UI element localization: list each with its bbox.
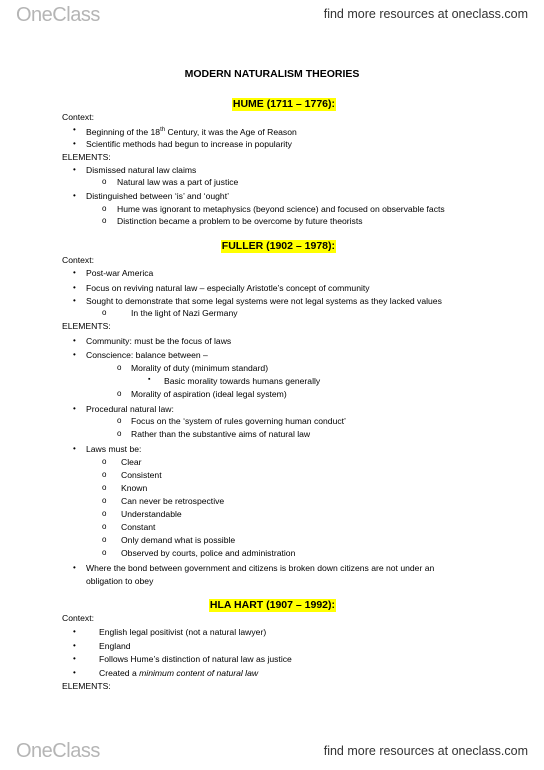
top-bar	[0, 0, 544, 30]
section-heading-hart: HLA HART (1907 – 1992):	[209, 599, 335, 611]
list-item	[86, 125, 297, 138]
bullet-icon: •	[73, 165, 76, 174]
find-resources-link[interactable]: find more resources at oneclass.com	[323, 7, 528, 21]
list-item: Procedural natural law:	[86, 404, 174, 414]
section-heading-fuller: FULLER (1902 – 1978):	[221, 240, 335, 252]
list-item: Post-war America	[86, 268, 154, 278]
sub-list-item: Known	[121, 483, 148, 493]
sub-bullet-icon: o	[117, 389, 122, 398]
bullet-icon: •	[73, 404, 76, 413]
elements-label: ELEMENTS:	[62, 681, 111, 691]
square-bullet-icon: ▪	[148, 376, 151, 383]
list-item	[99, 668, 258, 679]
oneclass-logo[interactable]	[16, 740, 100, 763]
sub-list-item: Natural law was a part of justice	[117, 177, 239, 187]
sub-bullet-icon: o	[102, 509, 107, 518]
elements-label: ELEMENTS:	[62, 321, 111, 331]
list-item: Dismissed natural law claims	[86, 165, 197, 175]
sub-list-item: Observed by courts, police and administration	[121, 548, 296, 558]
sub-bullet-icon: o	[102, 308, 107, 317]
sub-list-item: Can never be retrospective	[121, 496, 225, 506]
sub-list-item: Only demand what is possible	[121, 535, 236, 545]
sub-bullet-icon: o	[102, 522, 107, 531]
find-resources-link[interactable]: find more resources at oneclass.com	[323, 744, 528, 758]
bullet-icon: •	[73, 139, 76, 148]
bullet-icon: •	[73, 283, 76, 292]
logo-text: OneClass	[16, 4, 100, 26]
sub-list-item: Rather than the substantive aims of natural law	[131, 429, 311, 439]
list-item: Scientific methods had begun to increase in popularity	[86, 139, 292, 149]
oneclass-logo[interactable]	[16, 4, 100, 27]
page-title: MODERN NATURALISM THEORIES	[184, 68, 360, 80]
bullet-icon: •	[73, 191, 76, 200]
list-item: Focus on reviving natural law – especially Aristotle’s concept of community	[86, 283, 370, 293]
sub-bullet-icon: o	[102, 535, 107, 544]
sub-list-item: Constant	[121, 522, 156, 532]
sub-list-item: Consistent	[121, 470, 162, 480]
text-span: Beginning of the 18	[86, 126, 161, 137]
list-item: Where the bond between government and citizens is broken down citizens are not under an	[86, 563, 435, 573]
sub-list-item: Distinction became a problem to be overcome by future theorists	[117, 216, 363, 226]
context-label: Context:	[62, 112, 95, 122]
sub-list-item: Focus on the ‘system of rules governing human conduct’	[131, 416, 346, 426]
sub-list-item: Morality of duty (minimum standard)	[131, 363, 269, 373]
bullet-icon: •	[73, 296, 76, 305]
list-item: Community: must be the focus of laws	[86, 336, 232, 346]
list-item: England	[99, 641, 131, 651]
sub-bullet-icon: o	[102, 457, 107, 466]
sub-bullet-icon: o	[117, 429, 122, 438]
logo-text: OneClass	[16, 740, 100, 762]
bullet-icon: •	[73, 336, 76, 345]
context-label: Context:	[62, 613, 95, 623]
bullet-icon: •	[73, 125, 76, 134]
list-item-continuation: obligation to obey	[86, 576, 154, 586]
bottom-bar	[0, 738, 544, 770]
bullet-icon: •	[73, 563, 76, 572]
list-item: Conscience: balance between –	[86, 350, 208, 360]
bullet-icon: •	[73, 627, 76, 636]
bullet-icon: •	[73, 641, 76, 650]
sub-bullet-icon: o	[117, 363, 122, 372]
sub-bullet-icon: o	[102, 204, 107, 213]
bullet-icon: •	[73, 654, 76, 663]
list-item: Sought to demonstrate that some legal systems were not legal systems as they lacked values	[86, 296, 442, 306]
bullet-icon: •	[73, 350, 76, 359]
sub-list-item: Morality of aspiration (ideal legal system)	[131, 389, 287, 399]
sub-bullet-icon: o	[102, 177, 107, 186]
list-item: Follows Hume’s distinction of natural law as justice	[99, 654, 292, 664]
section-heading-hume: HUME (1711 – 1776):	[232, 98, 335, 110]
elements-label: ELEMENTS:	[62, 152, 111, 162]
sub-bullet-icon: o	[102, 483, 107, 492]
list-item: English legal positivist (not a natural lawyer)	[99, 627, 267, 637]
sub-sub-list-item: Basic morality towards humans generally	[164, 376, 321, 386]
italic-term: minimum content of natural law	[139, 668, 259, 678]
sub-bullet-icon: o	[102, 548, 107, 557]
sub-list-item: Clear	[121, 457, 142, 467]
sub-bullet-icon: o	[117, 416, 122, 425]
context-label: Context:	[62, 255, 95, 265]
sub-bullet-icon: o	[102, 470, 107, 479]
list-item: Laws must be:	[86, 444, 142, 454]
list-item: Distinguished between ‘is’ and ‘ought’	[86, 191, 230, 201]
sub-bullet-icon: o	[102, 496, 107, 505]
bullet-icon: •	[73, 668, 76, 677]
text-span: Century, it was the Age of Reason	[165, 126, 297, 137]
superscript: th	[160, 127, 166, 133]
sub-list-item: In the light of Nazi Germany	[131, 308, 238, 318]
sub-list-item: Understandable	[121, 509, 182, 519]
bullet-icon: •	[73, 444, 76, 453]
text-span: Created a	[99, 668, 140, 678]
sub-list-item: Hume was ignorant to metaphysics (beyond science) and focused on observable facts	[117, 204, 445, 214]
bullet-icon: •	[73, 268, 76, 277]
sub-bullet-icon: o	[102, 216, 107, 225]
